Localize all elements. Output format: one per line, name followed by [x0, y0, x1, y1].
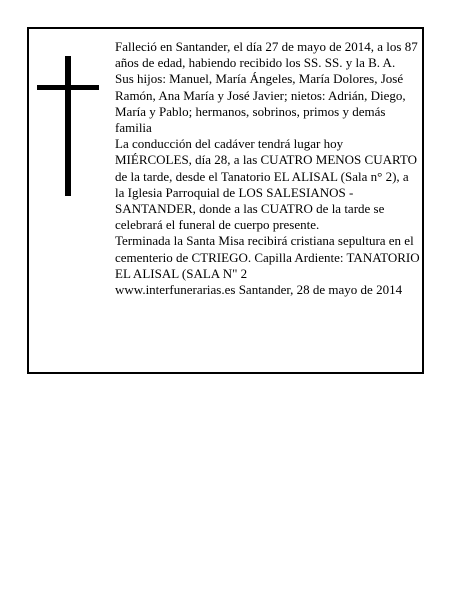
funeral-procession-paragraph: La conducción del cadáver tendrá lugar hoy MIÉRCOLES, día 28, a las CUATRO MENOS CUARTO de la tarde, desde el Tanatorio EL ALISAL (Sala n° 2), a la Iglesia Parroquial de LOS SALESIANOS - SANTANDER, donde a las CUATRO de la tarde se celebrará el funeral de cuerpo presente.	[115, 136, 417, 233]
burial-paragraph: Terminada la Santa Misa recibirá cristiana sepultura en el cementerio de CTRIEGO. Capilla Ardiente: TANATORIO EL ALISAL (SALA N" 2	[115, 233, 420, 281]
website-and-date-paragraph: www.interfunerarias.es Santander, 28 de mayo de 2014	[115, 282, 403, 298]
latin-cross-icon	[37, 56, 99, 196]
death-announcement-paragraph: Falleció en Santander, el día 27 de mayo de 2014, a los 87 años de edad, habiendo recibido los SS. SS. y la B. A.	[115, 39, 418, 71]
cross-vertical-bar	[65, 56, 71, 196]
cross-horizontal-bar	[37, 85, 99, 90]
family-paragraph: Sus hijos: Manuel, María Ángeles, María Dolores, José Ramón, Ana María y José Javier; nietos: Adrián, Diego, María y Pablo; hermanos, sobrinos, primos y demás familia	[115, 71, 406, 136]
obituary-text	[115, 39, 421, 298]
